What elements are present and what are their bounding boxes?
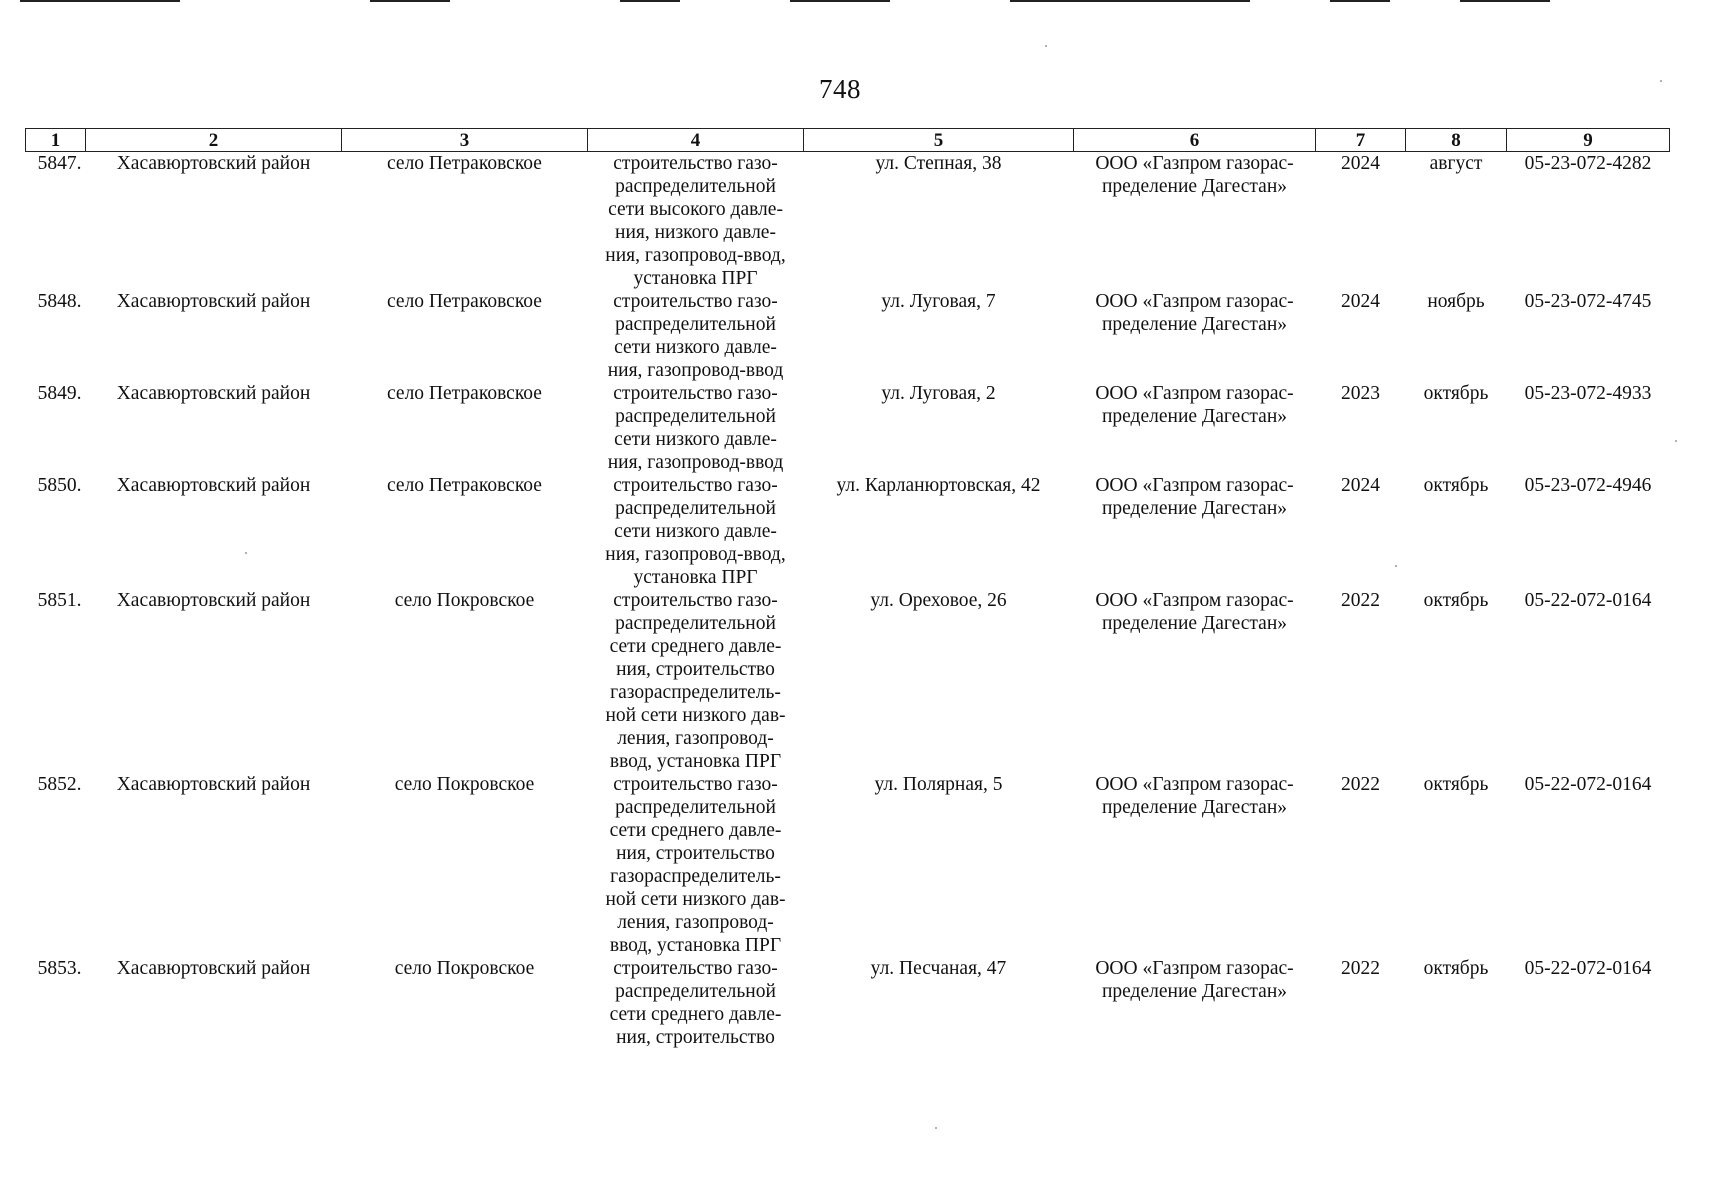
- organization-line: ООО «Газпром газорас-: [1095, 475, 1294, 496]
- description-line: газораспределитель-: [610, 866, 781, 887]
- description-line: сети низкого давле-: [614, 521, 777, 542]
- district-cell: Хасавюртовский район: [116, 153, 311, 174]
- scan-speck: [1395, 565, 1397, 567]
- description-line: сети высокого давле-: [608, 199, 783, 220]
- year-cell: 2024: [1341, 475, 1380, 496]
- description-line: строительство газо-: [613, 475, 778, 496]
- description-cell: [588, 382, 804, 474]
- column-header: 4: [588, 129, 804, 152]
- description-line: ния, строительство: [616, 659, 775, 680]
- table-row: [26, 589, 1670, 773]
- address-cell: ул. Карланюртовская, 42: [836, 475, 1041, 496]
- description-line: ления, газопровод-: [617, 728, 774, 749]
- settlement-cell: село Петраковское: [387, 153, 542, 174]
- year-cell: 2024: [1341, 291, 1380, 312]
- month-cell: октябрь: [1423, 774, 1489, 795]
- table-row: [26, 152, 1670, 291]
- description-line: распределительной: [615, 176, 776, 197]
- description-cell: [588, 957, 804, 1049]
- description-line: распределительной: [615, 797, 776, 818]
- organization-line: ООО «Газпром газорас-: [1095, 590, 1294, 611]
- description-line: ния, газопровод-ввод: [607, 360, 784, 381]
- scan-speck: [1675, 440, 1677, 442]
- scan-edge-line: [790, 0, 890, 2]
- description-line: распределительной: [615, 498, 776, 519]
- organization-cell: [1074, 290, 1316, 382]
- year-cell: 2023: [1341, 383, 1380, 404]
- column-header: 6: [1074, 129, 1316, 152]
- description-line: ления, газопровод-: [617, 912, 774, 933]
- description-line: распределительной: [615, 314, 776, 335]
- scan-speck: [935, 1127, 937, 1129]
- scan-speck: [1045, 45, 1047, 47]
- organization-cell: [1074, 589, 1316, 773]
- settlement-cell: село Петраковское: [387, 291, 542, 312]
- table-row: [26, 474, 1670, 589]
- description-line: распределительной: [615, 613, 776, 634]
- description-line: ния, газопровод-ввод: [607, 452, 784, 473]
- organization-cell: [1074, 957, 1316, 1049]
- description-line: ввод, установка ПРГ: [609, 935, 782, 956]
- description-line: строительство газо-: [613, 774, 778, 795]
- organization-line: пределение Дагестан»: [1101, 981, 1288, 1002]
- organization-cell: [1074, 474, 1316, 589]
- description-line: распределительной: [615, 406, 776, 427]
- description-line: ной сети низкого дав-: [605, 889, 786, 910]
- month-cell: октябрь: [1423, 590, 1489, 611]
- settlement-cell: село Покровское: [394, 774, 535, 795]
- year-cell: 2024: [1341, 153, 1380, 174]
- column-header: 7: [1316, 129, 1406, 152]
- description-line: ввод, установка ПРГ: [609, 751, 782, 772]
- description-line: установка ПРГ: [633, 268, 758, 289]
- description-line: строительство газо-: [613, 958, 778, 979]
- table-row: [26, 382, 1670, 474]
- description-line: сети среднего давле-: [609, 820, 782, 841]
- organization-line: ООО «Газпром газорас-: [1095, 291, 1294, 312]
- description-cell: [588, 773, 804, 957]
- organization-line: пределение Дагестан»: [1101, 613, 1288, 634]
- description-cell: [588, 152, 804, 291]
- description-line: сети низкого давле-: [614, 429, 777, 450]
- table-row: [26, 290, 1670, 382]
- organization-line: ООО «Газпром газорас-: [1095, 774, 1294, 795]
- description-line: сети среднего давле-: [609, 1004, 782, 1025]
- district-cell: Хасавюртовский район: [116, 774, 311, 795]
- month-cell: октябрь: [1423, 383, 1489, 404]
- column-header: 1: [26, 129, 86, 152]
- address-cell: ул. Луговая, 2: [881, 383, 996, 404]
- district-cell: Хасавюртовский район: [116, 590, 311, 611]
- district-cell: Хасавюртовский район: [116, 291, 311, 312]
- month-cell: октябрь: [1423, 475, 1489, 496]
- month-cell: август: [1429, 153, 1483, 174]
- scan-edge-line: [1330, 0, 1390, 2]
- organization-line: пределение Дагестан»: [1101, 176, 1288, 197]
- row-number: 5848.: [37, 291, 82, 312]
- description-line: ния, строительство: [616, 843, 775, 864]
- district-cell: Хасавюртовский район: [116, 475, 311, 496]
- scan-speck: [245, 552, 247, 554]
- description-line: сети среднего давле-: [609, 636, 782, 657]
- scan-edge-line: [620, 0, 680, 2]
- district-cell: Хасавюртовский район: [116, 958, 311, 979]
- code-cell: 05-23-072-4946: [1524, 475, 1652, 496]
- table-body: [26, 152, 1670, 1050]
- organization-line: ООО «Газпром газорас-: [1095, 958, 1294, 979]
- table-row: [26, 773, 1670, 957]
- year-cell: 2022: [1341, 958, 1380, 979]
- scan-speck: [1660, 80, 1662, 82]
- description-line: строительство газо-: [613, 590, 778, 611]
- settlement-cell: село Покровское: [394, 590, 535, 611]
- column-header: 9: [1507, 129, 1670, 152]
- description-cell: [588, 290, 804, 382]
- registry-table: [25, 128, 1670, 1049]
- row-number: 5853.: [37, 958, 82, 979]
- description-line: установка ПРГ: [633, 567, 758, 588]
- description-line: строительство газо-: [613, 383, 778, 404]
- row-number: 5847.: [37, 153, 82, 174]
- description-line: строительство газо-: [613, 153, 778, 174]
- address-cell: ул. Ореховое, 26: [870, 590, 1007, 611]
- description-line: ной сети низкого дав-: [605, 705, 786, 726]
- scan-edge-line: [370, 0, 450, 2]
- description-cell: [588, 474, 804, 589]
- code-cell: 05-23-072-4745: [1524, 291, 1652, 312]
- year-cell: 2022: [1341, 590, 1380, 611]
- description-line: сети низкого давле-: [614, 337, 777, 358]
- description-line: ния, газопровод-ввод,: [605, 245, 786, 266]
- code-cell: 05-22-072-0164: [1524, 958, 1652, 979]
- organization-line: пределение Дагестан»: [1101, 314, 1288, 335]
- description-line: газораспределитель-: [610, 682, 781, 703]
- column-header: 2: [86, 129, 342, 152]
- column-header: 3: [342, 129, 588, 152]
- address-cell: ул. Песчаная, 47: [870, 958, 1007, 979]
- organization-line: пределение Дагестан»: [1101, 797, 1288, 818]
- scan-edge-line: [1460, 0, 1550, 2]
- description-line: ния, строительство: [616, 1027, 775, 1048]
- description-line: распределительной: [615, 981, 776, 1002]
- organization-cell: [1074, 382, 1316, 474]
- address-cell: ул. Луговая, 7: [881, 291, 996, 312]
- organization-line: пределение Дагестан»: [1101, 498, 1288, 519]
- organization-line: пределение Дагестан»: [1101, 406, 1288, 427]
- scan-edge-line: [1010, 0, 1250, 2]
- scan-edge-line: [20, 0, 180, 2]
- organization-line: ООО «Газпром газорас-: [1095, 383, 1294, 404]
- row-number: 5849.: [37, 383, 82, 404]
- code-cell: 05-23-072-4933: [1524, 383, 1652, 404]
- code-cell: 05-22-072-0164: [1524, 774, 1652, 795]
- settlement-cell: село Петраковское: [387, 475, 542, 496]
- description-cell: [588, 589, 804, 773]
- month-cell: ноябрь: [1427, 291, 1485, 312]
- row-number: 5852.: [37, 774, 82, 795]
- column-number-header: [26, 129, 1670, 152]
- code-cell: 05-22-072-0164: [1524, 590, 1652, 611]
- organization-cell: [1074, 152, 1316, 291]
- column-header: 5: [804, 129, 1074, 152]
- table-row: [26, 957, 1670, 1049]
- row-number: 5851.: [37, 590, 82, 611]
- organization-cell: [1074, 773, 1316, 957]
- description-line: ния, газопровод-ввод,: [605, 544, 786, 565]
- row-number: 5850.: [37, 475, 82, 496]
- settlement-cell: село Покровское: [394, 958, 535, 979]
- code-cell: 05-23-072-4282: [1524, 153, 1652, 174]
- district-cell: Хасавюртовский район: [116, 383, 311, 404]
- settlement-cell: село Петраковское: [387, 383, 542, 404]
- year-cell: 2022: [1341, 774, 1380, 795]
- month-cell: октябрь: [1423, 958, 1489, 979]
- description-line: строительство газо-: [613, 291, 778, 312]
- organization-line: ООО «Газпром газорас-: [1095, 153, 1294, 174]
- column-header: 8: [1406, 129, 1507, 152]
- description-line: ния, низкого давле-: [615, 222, 776, 243]
- address-cell: ул. Полярная, 5: [874, 774, 1003, 795]
- page-number: 748: [819, 74, 861, 104]
- address-cell: ул. Степная, 38: [875, 153, 1002, 174]
